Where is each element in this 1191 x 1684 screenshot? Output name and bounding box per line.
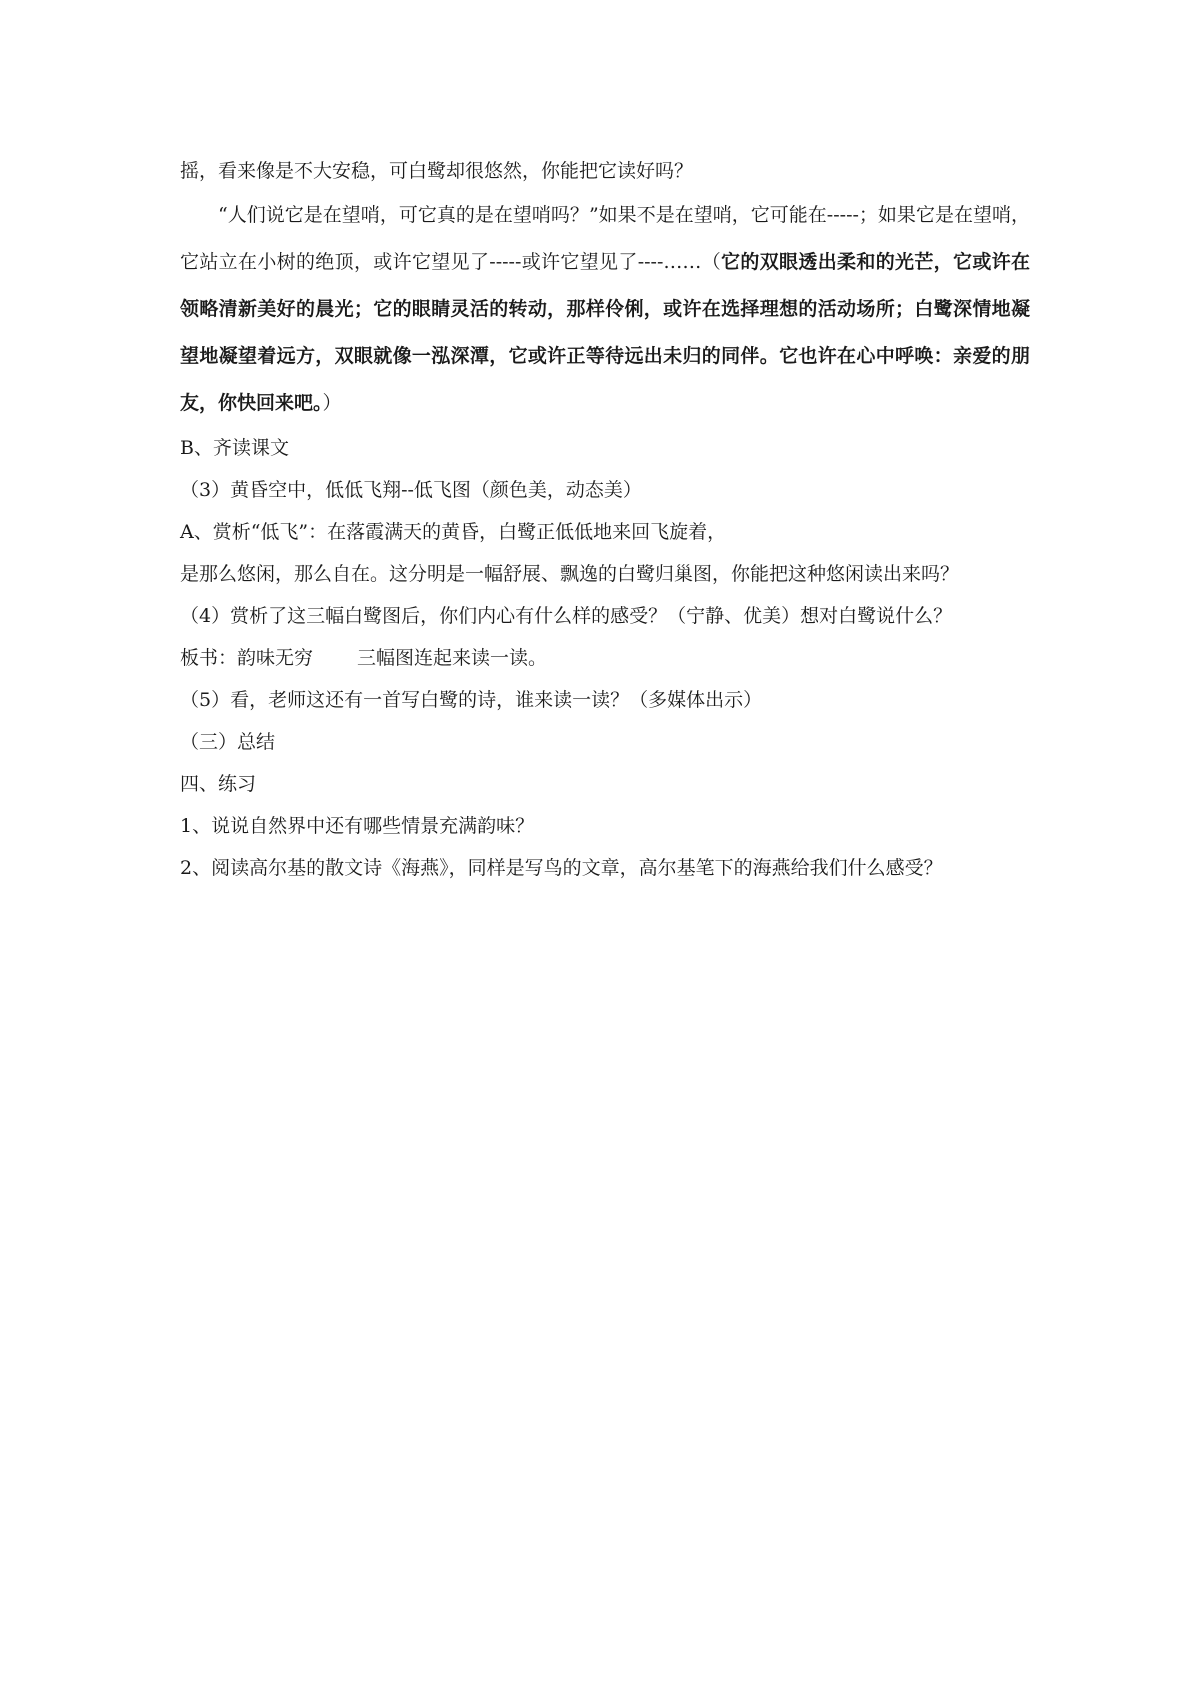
text-line: B、齐读课文 [180,437,289,459]
list-item: 1、说说自然界中还有哪些情景充满韵味？ [180,815,535,837]
paragraph-text: “人们说它是在望哨，可它真的是在望哨吗？”如果不是在望哨，它可能在-----；如果它是在望哨，它站立在小树的绝顶，或许它望见了-----或许它望见了----……（ [180,204,1030,273]
text-line: 摇，看来像是不大安稳，可白鹭却很悠然，你能把它读好吗？ [180,160,694,182]
paragraph-text-end: ） [322,392,342,414]
document-body [180,150,1030,889]
bold-answer-text: 它的双眼透出柔和的光芒，它或许在领略清新美好的晨光；它的眼睛灵活的转动，那样伶俐，或许在选择理想的活动场所；白鹭深情地凝望地凝望着远方，双眼就像一泓深潭，它或许正等待远出未归的同伴。它也许在心中呼唤：亲爱的朋友，你快回来吧。 [180,251,1030,414]
text-line: （5）看，老师这还有一首写白鹭的诗，谁来读一读？（多媒体出示） [180,689,763,711]
text-line: （4）赏析了这三幅白鹭图后，你们内心有什么样的感受？（宁静、优美）想对白鹭说什么？ [180,605,953,627]
text-line: 是那么悠闲，那么自在。这分明是一幅舒展、飘逸的白鹭归巢图，你能把这种悠闲读出来吗？ [180,563,960,585]
text-line: （3）黄昏空中，低低飞翔--低飞图（颜色美，动态美） [180,479,642,501]
paragraph-wangshao [180,192,1030,427]
text-line: A、赏析“低飞”：在落霞满天的黄昏，白鹭正低低地来回飞旋着， [180,521,727,543]
board-line [180,637,1030,679]
board-title: 板书：韵味无穷 [180,647,314,669]
list-item: 2、阅读高尔基的散文诗《海燕》，同样是写鸟的文章，高尔基笔下的海燕给我们什么感受？ [180,857,943,879]
section-heading: （三）总结 [180,731,276,753]
section-heading: 四、练习 [180,773,257,795]
board-note: 三幅图连起来读一读。 [357,647,548,669]
